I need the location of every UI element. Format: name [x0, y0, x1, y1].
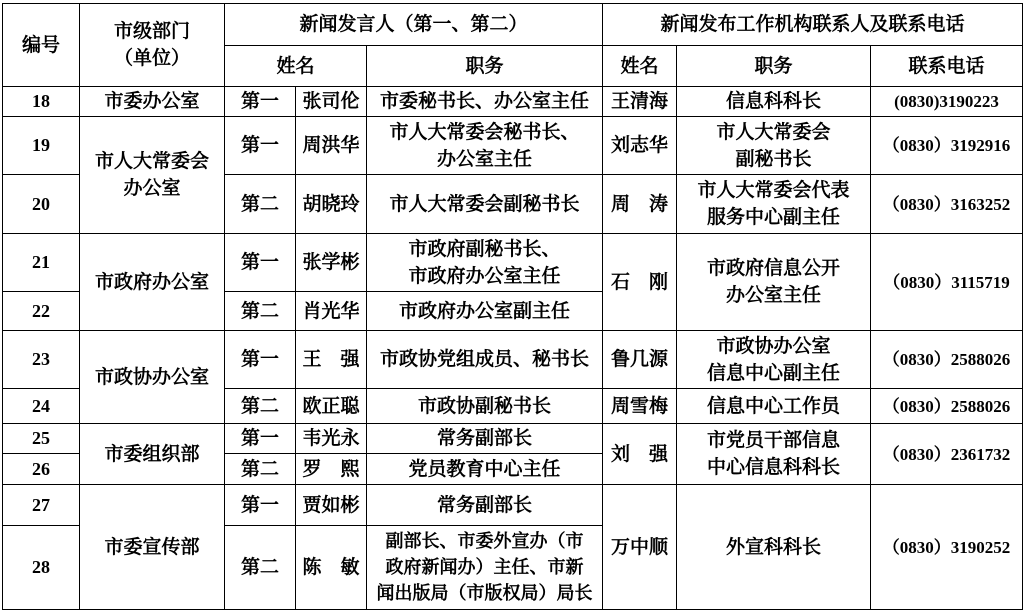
- header-dept: 市级部门 （单位）: [80, 4, 225, 87]
- spokesperson-rank: 第二: [225, 454, 296, 485]
- spokesperson-rank: 第一: [225, 87, 296, 117]
- table-row: [3, 331, 1023, 389]
- spokesperson-name: 陈 敏: [296, 526, 367, 610]
- department: 市人大常委会 办公室: [80, 117, 225, 234]
- contact-phone: （0830）3163252: [871, 175, 1023, 234]
- contact-duty: 信息中心工作员: [677, 389, 871, 424]
- spokesperson-duty: 党员教育中心主任: [367, 454, 603, 485]
- spokesperson-duty: 常务副部长: [367, 424, 603, 454]
- spokesperson-duty: 市委秘书长、办公室主任: [367, 87, 603, 117]
- row-number: 21: [3, 234, 80, 292]
- contact-duty: 市人大常委会代表 服务中心副主任: [677, 175, 871, 234]
- contact-phone: （0830）2588026: [871, 389, 1023, 424]
- contact-phone: （0830）3192916: [871, 117, 1023, 175]
- contact-duty: 市人大常委会 副秘书长: [677, 117, 871, 175]
- contact-name: 鲁几源: [603, 331, 677, 389]
- contact-name: 刘志华: [603, 117, 677, 175]
- spokesperson-duty: 市政协副秘书长: [367, 389, 603, 424]
- spokesperson-rank: 第一: [225, 424, 296, 454]
- contact-name: 石 刚: [603, 234, 677, 331]
- spokesperson-name: 罗 熙: [296, 454, 367, 485]
- contact-name: 万中顺: [603, 485, 677, 610]
- spokesperson-rank: 第一: [225, 485, 296, 526]
- table-row: [3, 234, 1023, 292]
- header-contact-duty: 职务: [677, 46, 871, 87]
- spokesperson-duty: 市政协党组成员、秘书长: [367, 331, 603, 389]
- row-number: 22: [3, 292, 80, 331]
- contact-phone: （0830）3190252: [871, 485, 1023, 610]
- header-spokesperson: 新闻发言人（第一、第二）: [225, 4, 603, 46]
- table-row: [3, 424, 1023, 454]
- department: 市委办公室: [80, 87, 225, 117]
- row-number: 23: [3, 331, 80, 389]
- spokesperson-duty: 市政府办公室副主任: [367, 292, 603, 331]
- contact-phone: (0830)3190223: [871, 87, 1023, 117]
- spokesperson-duty: 市人大常委会副秘书长: [367, 175, 603, 234]
- spokesperson-duty: 市人大常委会秘书长、 办公室主任: [367, 117, 603, 175]
- spokesperson-rank: 第二: [225, 175, 296, 234]
- spokesperson-name: 贾如彬: [296, 485, 367, 526]
- row-number: 24: [3, 389, 80, 424]
- department: 市政协办公室: [80, 331, 225, 424]
- contact-phone: （0830）2588026: [871, 331, 1023, 389]
- row-number: 25: [3, 424, 80, 454]
- header-contact-name: 姓名: [603, 46, 677, 87]
- contact-duty: 信息科科长: [677, 87, 871, 117]
- department: 市委宣传部: [80, 485, 225, 610]
- spokesperson-rank: 第一: [225, 234, 296, 292]
- header-row-1: [3, 4, 1023, 46]
- contact-duty: 外宣科科长: [677, 485, 871, 610]
- contact-duty: 市政协办公室 信息中心副主任: [677, 331, 871, 389]
- spokesperson-rank: 第一: [225, 331, 296, 389]
- contact-name: 周雪梅: [603, 389, 677, 424]
- header-num: 编号: [3, 4, 80, 87]
- contact-duty: 市党员干部信息 中心信息科科长: [677, 424, 871, 485]
- header-phone: 联系电话: [871, 46, 1023, 87]
- spokesperson-duty: 常务副部长: [367, 485, 603, 526]
- spokesperson-rank: 第二: [225, 526, 296, 610]
- contact-phone: （0830）2361732: [871, 424, 1023, 485]
- table-row: [3, 485, 1023, 526]
- department: 市委组织部: [80, 424, 225, 485]
- spokesperson-duty: 副部长、市委外宣办（市 政府新闻办）主任、市新 闻出版局（市版权局）局长: [367, 526, 603, 610]
- spokesperson-name: 韦光永: [296, 424, 367, 454]
- spokesperson-name: 欧正聪: [296, 389, 367, 424]
- row-number: 28: [3, 526, 80, 610]
- spokesperson-name: 张司伦: [296, 87, 367, 117]
- contact-name: 刘 强: [603, 424, 677, 485]
- spokesperson-name: 周洪华: [296, 117, 367, 175]
- contact-duty: 市政府信息公开 办公室主任: [677, 234, 871, 331]
- table-row: [3, 117, 1023, 175]
- spokesperson-duty: 市政府副秘书长、 市政府办公室主任: [367, 234, 603, 292]
- header-agency: 新闻发布工作机构联系人及联系电话: [603, 4, 1023, 46]
- header-name: 姓名: [225, 46, 367, 87]
- row-number: 19: [3, 117, 80, 175]
- row-number: 20: [3, 175, 80, 234]
- contact-name: 周 涛: [603, 175, 677, 234]
- spokesperson-rank: 第二: [225, 292, 296, 331]
- contact-phone: （0830）3115719: [871, 234, 1023, 331]
- spokesperson-rank: 第二: [225, 389, 296, 424]
- spokesperson-rank: 第一: [225, 117, 296, 175]
- spokesperson-name: 王 强: [296, 331, 367, 389]
- spokesperson-name: 张学彬: [296, 234, 367, 292]
- spokesperson-table: [2, 3, 1023, 610]
- row-number: 27: [3, 485, 80, 526]
- table-row: [3, 87, 1023, 117]
- header-duty: 职务: [367, 46, 603, 87]
- row-number: 26: [3, 454, 80, 485]
- spokesperson-name: 肖光华: [296, 292, 367, 331]
- spokesperson-name: 胡晓玲: [296, 175, 367, 234]
- department: 市政府办公室: [80, 234, 225, 331]
- contact-name: 王清海: [603, 87, 677, 117]
- row-number: 18: [3, 87, 80, 117]
